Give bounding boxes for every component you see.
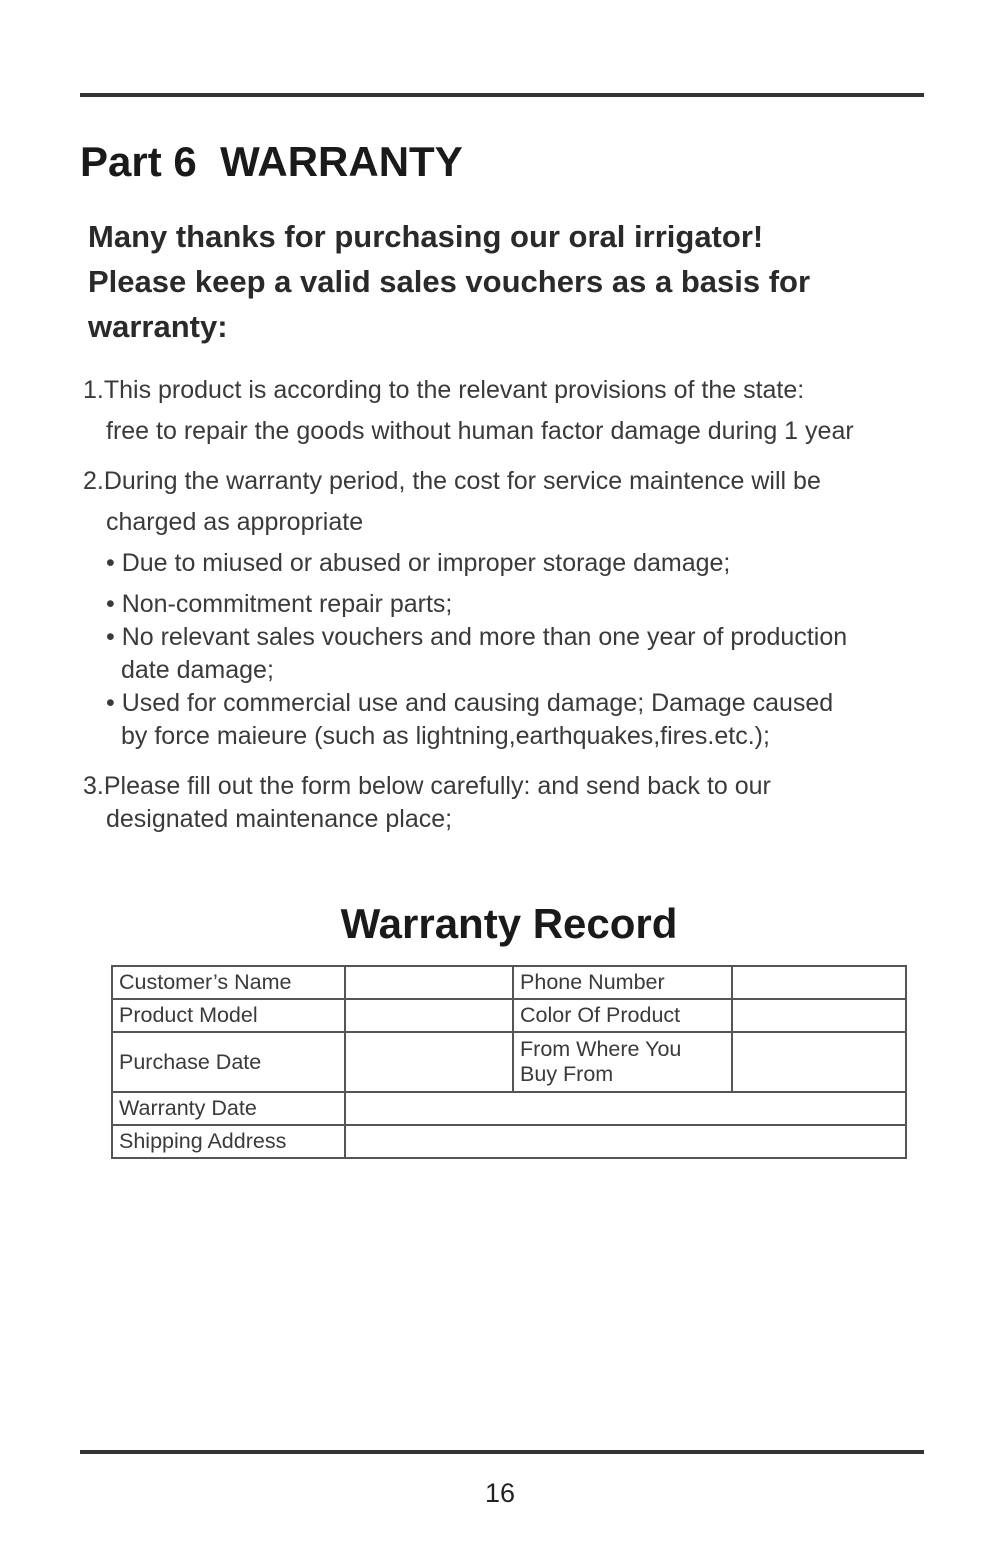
shipping-address-label: Shipping Address bbox=[112, 1125, 345, 1158]
table-row bbox=[112, 966, 906, 999]
bullet-2: • Non-commitment repair parts; bbox=[106, 590, 453, 618]
shipping-address-field[interactable] bbox=[345, 1125, 906, 1158]
table-row bbox=[112, 1125, 906, 1158]
page-number: 16 bbox=[484, 1478, 516, 1508]
item-3-line-1: 3.Please fill out the form below carefully: and send back to our bbox=[83, 772, 771, 800]
buy-from-label-line-2: Buy From bbox=[520, 1062, 614, 1086]
color-of-product-label: Color Of Product bbox=[513, 999, 732, 1032]
item-1-line-2: free to repair the goods without human factor damage during 1 year bbox=[106, 417, 854, 445]
buy-from-field[interactable] bbox=[732, 1032, 906, 1092]
product-model-label: Product Model bbox=[112, 999, 345, 1032]
customer-name-label: Customer’s Name bbox=[112, 966, 345, 999]
buy-from-label bbox=[513, 1032, 732, 1092]
bottom-rule bbox=[80, 1450, 924, 1454]
purchase-date-field[interactable] bbox=[345, 1032, 513, 1092]
table-row bbox=[112, 1092, 906, 1125]
page-title: Part 6 WARRANTY bbox=[80, 138, 463, 185]
bullet-3-line-2: date damage; bbox=[121, 656, 274, 684]
table-row bbox=[112, 999, 906, 1032]
phone-number-field[interactable] bbox=[732, 966, 906, 999]
intro-text bbox=[88, 214, 928, 349]
warranty-date-label: Warranty Date bbox=[112, 1092, 345, 1125]
product-model-field[interactable] bbox=[345, 999, 513, 1032]
warranty-record-table bbox=[111, 965, 907, 1159]
purchase-date-label: Purchase Date bbox=[112, 1032, 345, 1092]
item-1-line-1: 1.This product is according to the relevant provisions of the state: bbox=[83, 376, 805, 404]
top-rule bbox=[80, 93, 924, 97]
bullet-4-line-1: • Used for commercial use and causing damage; Damage caused bbox=[106, 689, 834, 717]
item-3-line-2: designated maintenance place; bbox=[106, 805, 453, 833]
intro-line-1: Many thanks for purchasing our oral irrigator! bbox=[88, 219, 764, 254]
color-of-product-field[interactable] bbox=[732, 999, 906, 1032]
intro-line-2: Please keep a valid sales vouchers as a basis for bbox=[88, 264, 811, 299]
bullet-1: • Due to miused or abused or improper storage damage; bbox=[106, 549, 731, 577]
warranty-record-title: Warranty Record bbox=[340, 900, 678, 947]
bullet-4-line-2: by force maieure (such as lightning,earthquakes,fires.etc.); bbox=[121, 722, 770, 750]
phone-number-label: Phone Number bbox=[513, 966, 732, 999]
intro-line-3: warranty: bbox=[88, 309, 228, 344]
warranty-date-field[interactable] bbox=[345, 1092, 906, 1125]
item-2-line-1: 2.During the warranty period, the cost for service maintence will be bbox=[83, 467, 821, 495]
item-2-line-2: charged as appropriate bbox=[106, 508, 364, 536]
customer-name-field[interactable] bbox=[345, 966, 513, 999]
table-row bbox=[112, 1032, 906, 1092]
buy-from-label-line-1: From Where You bbox=[520, 1037, 682, 1061]
bullet-3-line-1: • No relevant sales vouchers and more than one year of production bbox=[106, 623, 848, 651]
